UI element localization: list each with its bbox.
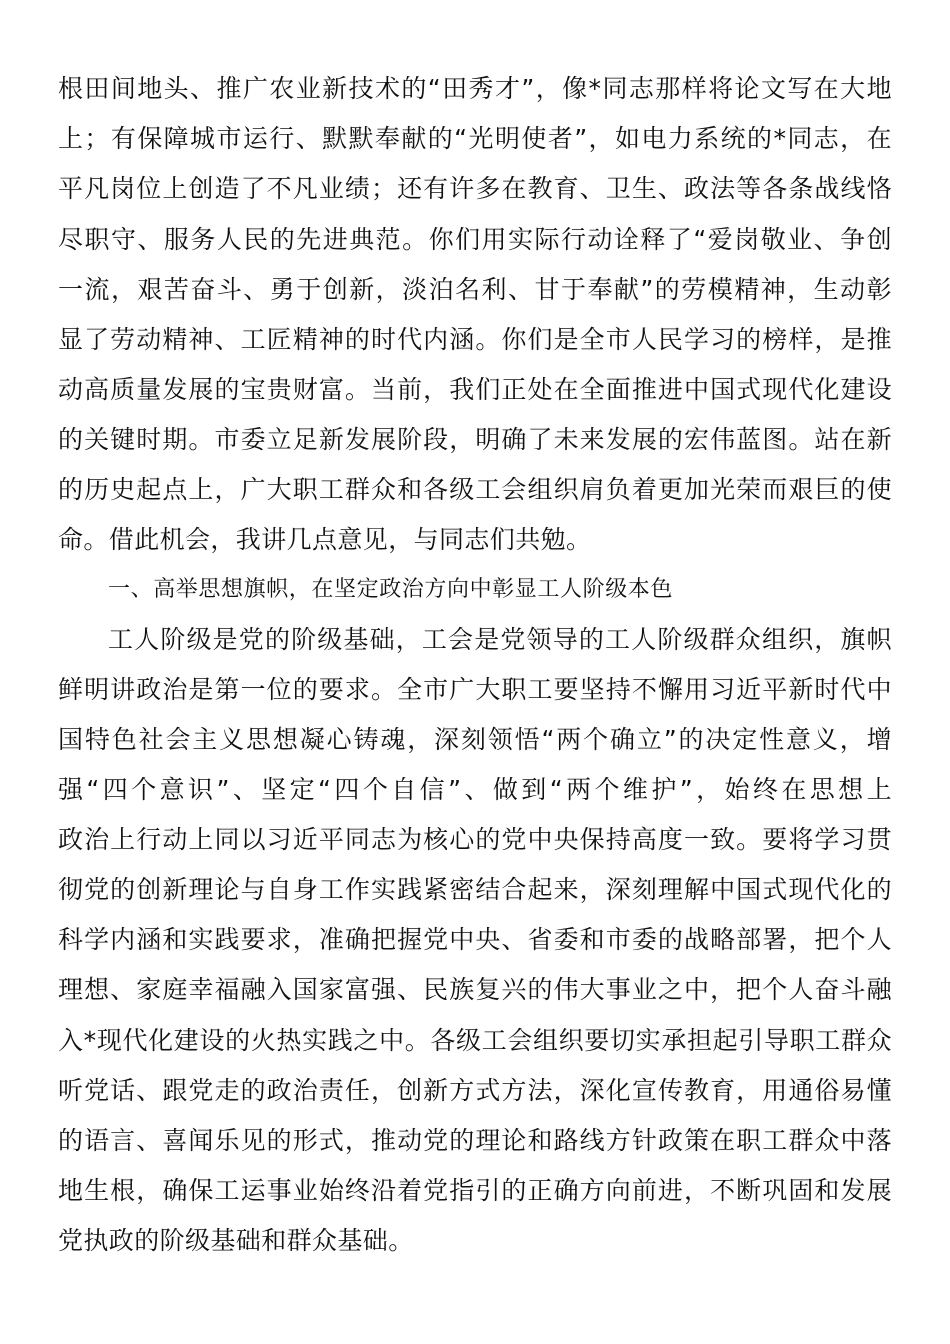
paragraph-2-line-4: 强“四个意识”、坚定“四个自信”、做到“两个维护”，始终在思想上 [58,775,892,804]
paragraph-2-line-11: 的语言、喜闻乐见的形式，推动党的理论和路线方针政策在职工群众中落 [58,1126,892,1155]
paragraph-1-line-10: 命。借此机会，我讲几点意见，与同志们共勉。 [58,525,592,554]
paragraph-2-line-1: 工人阶级是党的阶级基础，工会是党领导的工人阶级群众组织，旗帜 [108,625,892,654]
paragraph-2-line-6: 彻党的创新理论与自身工作实践紧密结合起来，深刻理解中国式现代化的 [58,875,892,904]
paragraph-1-line-3: 平凡岗位上创造了不凡业绩；还有许多在教育、卫生、政法等各条战线恪 [58,174,892,203]
paragraph-2-line-7: 科学内涵和实践要求，准确把握党中央、省委和市委的战略部署，把个人 [58,925,892,954]
paragraph-1-line-8: 的关键时期。市委立足新发展阶段，明确了未来发展的宏伟蓝图。站在新 [58,425,892,454]
paragraph-1-line-7: 动高质量发展的宝贵财富。当前，我们正处在全面推进中国式现代化建设 [58,375,892,404]
section-heading: 一、高举思想旗帜，在坚定政治方向中彰显工人阶级本色 [108,577,674,602]
paragraph-2-line-12: 地生根，确保工运事业始终沿着党指引的正确方向前进，不断巩固和发展 [58,1176,892,1205]
paragraph-2-line-3: 国特色社会主义思想凝心铸魂，深刻领悟“两个确立”的决定性意义，增 [58,725,892,754]
paragraph-1-line-5: 一流，艰苦奋斗、勇于创新，淡泊名利、甘于奉献”的劳模精神，生动彰 [58,275,892,304]
paragraph-1-line-9: 的历史起点上，广大职工群众和各级工会组织肩负着更加光荣而艰巨的使 [58,475,892,504]
paragraph-1-line-4: 尽职守、服务人民的先进典范。你们用实际行动诠释了“爱岗敬业、争创 [58,225,892,254]
paragraph-1-line-6: 显了劳动精神、工匠精神的时代内涵。你们是全市人民学习的榜样，是推 [58,325,892,354]
paragraph-2-line-9: 入*现代化建设的火热实践之中。各级工会组织要切实承担起引导职工群众 [58,1026,892,1055]
paragraph-2-line-8: 理想、家庭幸福融入国家富强、民族复兴的伟大事业之中，把个人奋斗融 [58,975,892,1004]
paragraph-2-line-2: 鲜明讲政治是第一位的要求。全市广大职工要坚持不懈用习近平新时代中 [58,675,892,704]
paragraph-1-line-2: 上；有保障城市运行、默默奉献的“光明使者”，如电力系统的*同志，在 [58,124,892,153]
paragraph-1-line-1: 根田间地头、推广农业新技术的“田秀才”，像*同志那样将论文写在大地 [58,74,892,103]
paragraph-2-line-5: 政治上行动上同以习近平同志为核心的党中央保持高度一致。要将学习贯 [58,825,892,854]
paragraph-2-line-10: 听党话、跟党走的政治责任，创新方式方法，深化宣传教育，用通俗易懂 [58,1076,892,1105]
paragraph-2-line-13: 党执政的阶级基础和群众基础。 [58,1226,414,1255]
